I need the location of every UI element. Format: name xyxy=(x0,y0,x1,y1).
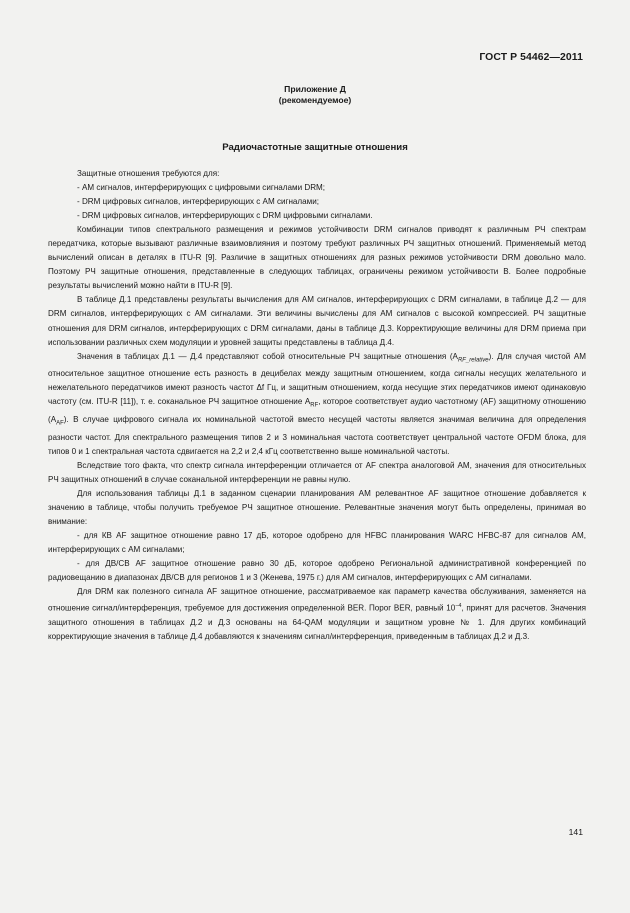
list-item: - АМ сигналов, интерферирующих с цифровыми сигналами DRM; xyxy=(77,183,326,193)
subscript: RF xyxy=(310,402,319,409)
annex-title: Приложение Д xyxy=(284,84,346,94)
paragraph: Вследствие того факта, что спектр сигнала интерференции отличается от AF спектра аналоговой АМ, значения для относительных РЧ защитных отношений в случае соканальной интерференции не равны нулю. xyxy=(48,460,586,484)
paragraph-relative-values: Значения в таблицах Д.1 — Д.4 представляют собой относительные РЧ защитные отношения $(A_{RF\_relative})$. Для случая чистой АМ относительное защитное отношение есть разность в децибелах между защитным отношением, когда сигналы несущих желательного и нежелательного передатчиков имеют разность частот Δf Гц, и защитным отношением, когда несущие этих передатчиков имеют одинаковую частоту (см. ITU-R [11]), т. е. соканальное РЧ защитное отношение $A_{RF}$, которое соответствует аудио частотному (AF) защитному отношению $(A_{AF})$. В случае цифрового сигнала их номинальной частотой вместо несущей частоты является значимая величина для определения разности частот. Для спектрального размещения типов 2 и 3 номинальная частота соответствует центральной частоте OFDM блока, для типов 0 и 1 спектральная частота сдвигается на 2,2 и 2,4 кГц соответственно выше номинальной частоты. xyxy=(48,351,586,456)
superscript: −4 xyxy=(455,603,462,610)
paragraph: Для использования таблицы Д.1 в заданном сценарии планирования АМ релевантное AF защитное отношение добавляется к значению в таблице, чтобы получить требуемое РЧ защитное отношение. Релевантные значения могут быть определены, принимая во внимание: xyxy=(48,488,586,526)
annex-heading xyxy=(0,84,630,106)
list-item: - DRM цифровых сигналов, интерферирующих с АМ сигналами; xyxy=(77,197,319,207)
standard-code: ГОСТ Р 54462—2011 xyxy=(479,52,583,63)
subscript: RF_relative xyxy=(457,357,489,364)
paragraph: Защитные отношения требуются для: xyxy=(77,169,220,178)
document-body xyxy=(48,167,586,644)
annex-subtitle: (рекомендуемое) xyxy=(278,95,352,105)
list-item: - для КВ AF защитное отношение равно 17 дБ, которое одобрено для HFBC планирования WARC HFBC-87 для сигналов АМ, интерферирующих с АМ сигналами; xyxy=(48,531,586,555)
list-item: - DRM цифровых сигналов, интерферирующих с DRM цифровыми сигналами. xyxy=(77,211,373,221)
subscript: AF xyxy=(56,420,64,427)
page-number: 141 xyxy=(568,827,583,837)
paragraph: Комбинации типов спектрального размещения и режимов устойчивости DRM сигналов приводят к различным РЧ спектрам передатчика, которые вызывают различные взаимовлияния и поэтому требуют различных РЧ защитных отношений. Применяемый метод вычислений описан в деталях в ITU-R [9]. Различие в защитных отношениях для разных режимов устойчивости DRM довольно мало. Поэтому РЧ защитные отношения, представленные в следующих таблицах, ограничены режимом устойчивости В. Более подробные результаты вычислений можно найти в ITU-R [9]. xyxy=(48,225,586,291)
paragraph-drm: Для DRM как полезного сигнала AF защитное отношение, рассматриваемое как параметр качества обслуживания, заменяется на отношение сигнал/интерференция, требуемое для достижения определенной BER. Порог BER, равный $10^{-4}$, принят для расчетов. Значения защитного отношения в таблицах Д.2 и Д.3 основаны на 64-QAM модуляции и защитном уровне № 1. Для других комбинаций корректирующие значения в таблице Д.4 добавляются к значениям сигнал/интерференция, приведенным в таблицах Д.2 и Д.3. xyxy=(48,587,586,642)
section-title: Радиочастотные защитные отношения xyxy=(222,142,408,153)
list-item: - для ДВ/СВ AF защитное отношение равно 30 дБ, которое одобрено Региональной административной конференцией по радиовещанию в диапазонах ДВ/СВ для регионов 1 и 3 (Женева, 1975 г.) для АМ сигналов, интерферирующих с АМ сигналами. xyxy=(48,559,586,583)
paragraph: В таблице Д.1 представлены результаты вычисления для АМ сигналов, интерферирующих с DRM сигналами, в таблице Д.2 — для DRM сигналов, интерферирующих с АМ сигналами. Эти величины вычислены для АМ сигналов с высокой компрессией. РЧ защитные отношения для DRM сигналов, интерферирующих с DRM сигналами, даны в таблице Д.3. Корректирующие величины для DRM приема при использовании различных схем модуляции и уровней защиты представлены в таблица Д.4. xyxy=(48,295,586,347)
